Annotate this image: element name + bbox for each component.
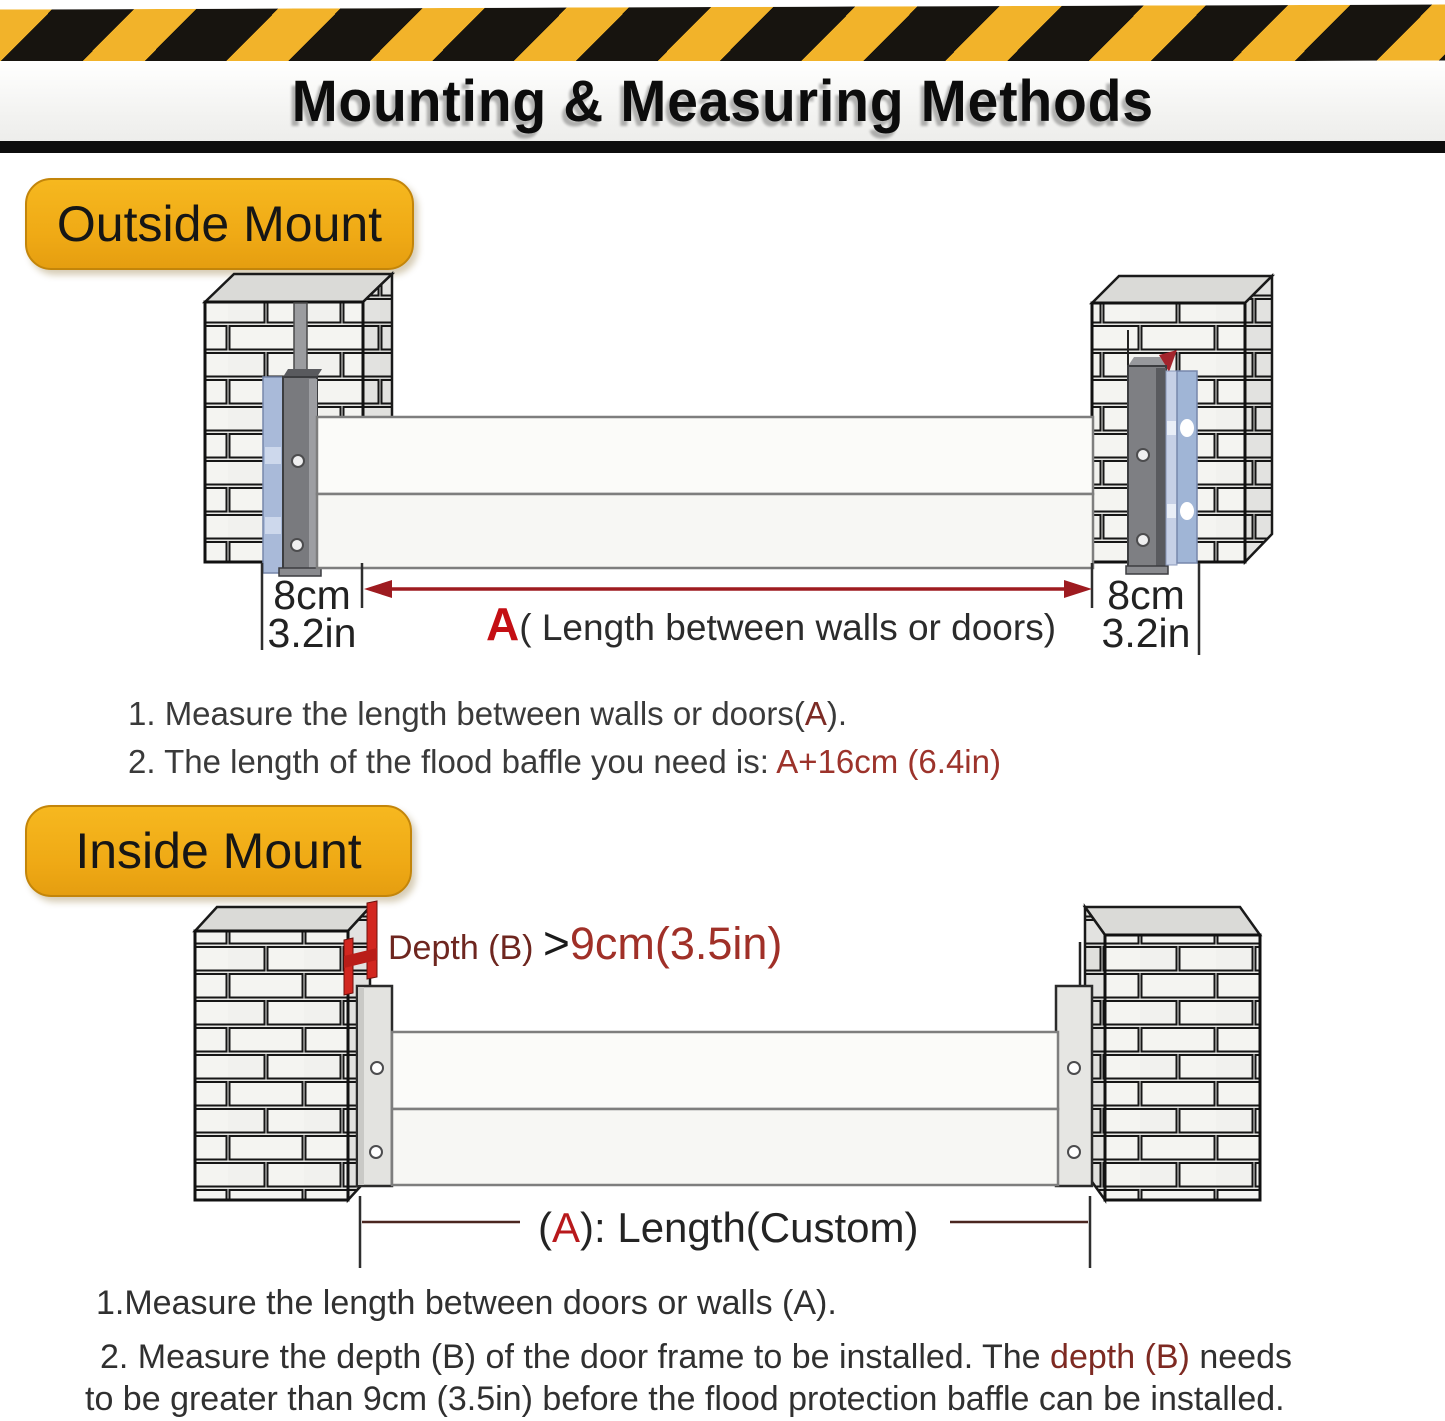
left-offset-cm: 8cm [273,572,351,618]
depth-value: 9cm(3.5in) [569,918,783,969]
outside-step-1 [128,695,847,733]
greater-than-sign: > [542,917,570,969]
screw-hole [1137,534,1149,546]
title-banner [0,61,1445,141]
step-text: needs [1189,1338,1292,1376]
screw-hole [1068,1062,1080,1074]
label-text: ( [538,1204,552,1251]
step-text: 2. Measure the depth (B) of the door frame to be installed. The [100,1338,1051,1376]
length-variable-a: A [486,598,520,650]
screw-hole [1068,1146,1080,1158]
page-title: Mounting & Measuring Methods [291,68,1154,134]
length-arrow-label [486,597,1056,651]
seal-strip-left [263,377,283,573]
brick-pillar-right [1085,907,1260,1200]
inside-bracket-left [357,986,392,1186]
seal-strip-right [1177,371,1197,563]
section-label-inside-mount [25,805,412,897]
right-offset-cm: 8cm [1107,572,1185,618]
outside-step-2 [128,743,1001,781]
flood-barrier-panels [317,417,1093,568]
step-highlight: depth (B) [1050,1338,1190,1376]
label-text: ): Length(Custom) [580,1204,919,1251]
screw-hole [291,539,303,551]
step-text: 1. Measure the length between walls or doors( [128,695,805,732]
hazard-stripe-banner [0,2,1445,67]
inside-step-1: 1.Measure the length between doors or walls (A). [96,1284,837,1322]
left-offset-in: 3.2in [267,610,357,656]
inside-step-2 [100,1338,1292,1377]
inside-step-2-continued: to be greater than 9cm (3.5in) before the flood protection baffle can be installed. [85,1380,1285,1418]
screw-hole [371,1062,383,1074]
divider-bar [0,141,1445,153]
length-variable-a: A [552,1204,581,1251]
flood-barrier-panels [392,1032,1058,1185]
screw-hole [1137,449,1149,461]
inside-mount-label: Inside Mount [75,823,362,879]
step-text: ). [826,695,848,732]
step-formula: A+16cm (6.4in) [776,743,1001,780]
step-variable: A [804,695,827,732]
right-offset-in: 3.2in [1101,610,1191,656]
custom-length-label [538,1204,918,1252]
section-label-outside-mount [25,178,414,270]
length-description: ( Length between walls or doors) [519,607,1057,648]
depth-requirement-label [388,916,782,970]
outside-mount-label: Outside Mount [56,196,383,252]
step-text: 2. The length of the flood baffle you need is: [128,743,777,780]
screw-hole [370,1146,382,1158]
depth-label-text: Depth (B) [388,929,543,967]
screw-hole [292,455,304,467]
